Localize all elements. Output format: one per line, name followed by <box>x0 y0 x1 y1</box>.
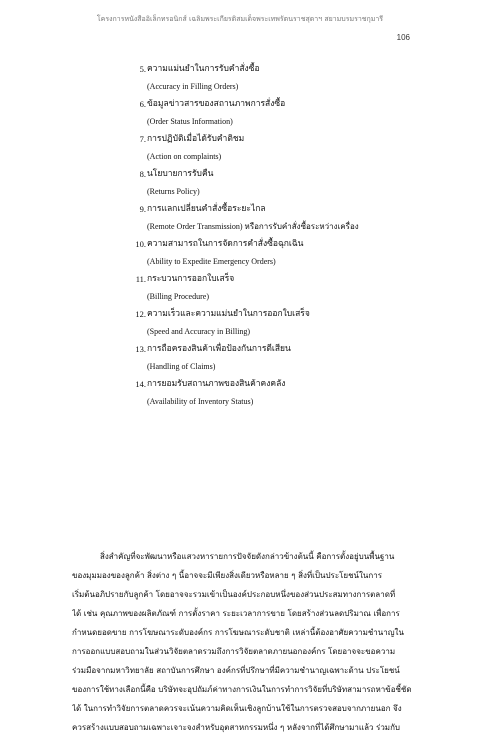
list-item-thai-label: ความเร็วและความแม่นยำในการออกใบเสร็จ <box>147 309 310 319</box>
list-item <box>128 274 428 309</box>
list-item-thai-label: ความสามารถในการจัดการคำสั่งซื้อฉุกเฉิน <box>147 239 304 249</box>
paragraph-line: การออกแบบสอบถามในส่วนวิจัยตลาดรวมถึงการวิจัยตลาดภายนอกองค์กร โดยอาจจะขอความ <box>72 647 396 656</box>
list-item <box>128 379 428 414</box>
list-item <box>128 344 428 379</box>
list-item-thai-label: การแลกเปลี่ยนคำสั่งซื้อระยะไกล <box>147 204 266 214</box>
list-item <box>128 309 428 344</box>
list-item-english-label: (Returns Policy) <box>147 187 200 196</box>
paragraph-line: ร่วมมือจากมหาวิทยาลัย สถาบันการศึกษา องค์กรที่ปรึกษาที่มีความชำนาญเฉพาะด้าน ประโยชน์ <box>72 666 400 675</box>
list-item-english-label: (Handling of Claims) <box>147 362 216 371</box>
list-item-number: 9. <box>139 204 146 214</box>
list-item-thai-label: นโยบายการรับคืน <box>147 169 214 179</box>
paragraph-line: ของการใช้ทางเลือกนี้คือ บริษัทจะอุปถัมภ์ค่าทางการเงินในการทำการวิจัยที่บริษัทสามารถหาข้อชี้ชัด <box>72 685 412 694</box>
list-item-number: 5. <box>139 64 146 74</box>
paragraph-line: ได้ ในการทำวิจัยการตลาดควรจะเน้นความคิดเห็นเชิงลูกบ้านใช้ในการตรวจสอบจากภายนอก จึง <box>72 704 402 713</box>
paragraph-line: เริ่มต้นอภิปรายกับลูกค้า โดยอาจจะรวมเข้าเป็นองค์ประกอบหนึ่งของส่วนประสมทางการตลาดที่ <box>72 590 396 599</box>
list-item-thai-label: การปฏิบัติเมื่อได้รับคำติชม <box>147 134 245 144</box>
list-item-number: 13. <box>135 344 146 354</box>
list-item <box>128 204 428 239</box>
list-item-english-label: (Order Status Information) <box>147 117 233 126</box>
paragraph-line: ควรสร้างแบบสอบถามเฉพาะเจาะจงสำหรับอุตสาหกรรมหนึ่ง ๆ หลังจากที่ได้ศึกษามาแล้ว ร่วมกับ <box>72 723 400 732</box>
page-number: 106 <box>396 33 410 42</box>
paragraph-line: กำหนดยอดขาย การโฆษณาระดับองค์กร การโฆษณาระดับชาติ เหล่านี้ต้องอาศัยความชำนาญใน <box>72 628 404 637</box>
list-item <box>128 64 428 99</box>
list-item-thai-label: กระบวนการออกใบเสร็จ <box>147 274 235 284</box>
list-item-number: 6. <box>139 99 146 109</box>
list-item-thai-label: การถือครองสินค้าเพื่อป้องกันการตีเสียน <box>147 344 291 354</box>
service-factor-list <box>128 64 428 414</box>
list-item-english-label: (Action on complaints) <box>147 152 222 161</box>
paragraph-line: ของมุมมองของลูกค้า สิ่งต่าง ๆ นี้อาจจะมีเพียงสิ่งเดียวหรือหลาย ๆ สิ่งที่เป็นประโยชน์ในการ <box>72 571 383 580</box>
list-item <box>128 99 428 134</box>
list-item <box>128 239 428 274</box>
list-item-thai-label: ข้อมูลข่าวสารของสถานภาพการสั่งซื้อ <box>147 99 286 109</box>
list-item <box>128 169 428 204</box>
list-item-english-label: (Accuracy in Filling Orders) <box>147 82 239 91</box>
list-item-english-label: (Speed and Accuracy in Billing) <box>147 327 251 336</box>
list-item <box>128 134 428 169</box>
paragraph-line: ได้ เช่น คุณภาพของผลิตภัณฑ์ การตั้งราคา ระยะเวลาการขาย โดยสร้างส่วนลดปริมาณ เพื่อการ <box>72 609 400 618</box>
running-header: โครงการหนังสืออิเล็กทรอนิกส์ เฉลิมพระเกียรติสมเด็จพระเทพรัตนราชสุดาฯ สยามบรมราชกุมารี <box>96 15 384 23</box>
list-item-number: 11. <box>135 274 146 284</box>
list-item-english-label: (Availability of Inventory Status) <box>147 397 254 406</box>
list-item-english-label: (Billing Procedure) <box>147 292 209 301</box>
list-item-english-label: (Ability to Expedite Emergency Orders) <box>147 257 276 266</box>
list-item-number: 14. <box>135 379 146 389</box>
list-item-number: 7. <box>139 134 146 144</box>
list-item-thai-label: ความแม่นยำในการรับคำสั่งซื้อ <box>147 64 260 74</box>
list-item-number: 12. <box>135 309 146 319</box>
body-paragraph <box>72 547 415 737</box>
list-item-number: 10. <box>135 239 146 249</box>
list-item-thai-label: การยอมรับสถานภาพของสินค้าคงคลัง <box>147 379 286 389</box>
list-item-english-label: (Remote Order Transmission) หรือการรับคำสั่งซื้อระหว่างเครื่อง <box>147 222 359 231</box>
list-item-number: 8. <box>139 169 146 179</box>
paragraph-line: สิ่งสำคัญที่จะพัฒนาหรือแสวงหารายการปัจจัยดังกล่าวข้างต้นนี้ คือการตั้งอยู่บนพื้นฐาน <box>100 552 395 561</box>
